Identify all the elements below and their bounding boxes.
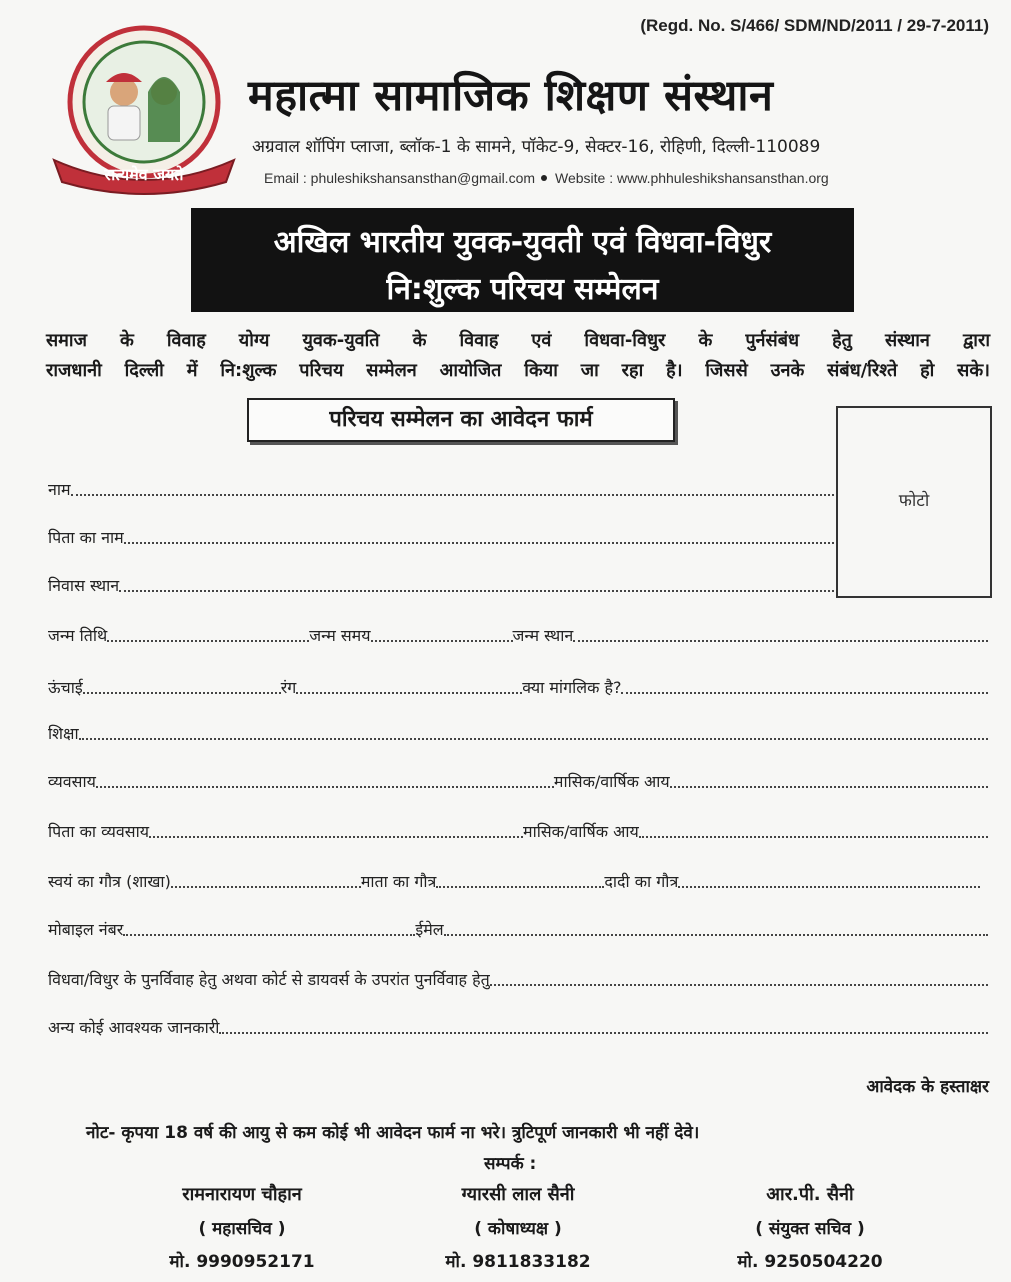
contact-role: ( कोषाध्यक्ष )	[474, 1219, 562, 1239]
form-title: परिचय सम्मेलन का आवेदन फार्म	[247, 398, 675, 442]
field-other-info	[48, 1012, 988, 1038]
field-label: अन्य कोई आवश्यक जानकारी	[48, 1018, 220, 1037]
fill-line[interactable]	[79, 737, 988, 740]
fill-line[interactable]	[639, 835, 988, 838]
field-physical	[48, 672, 988, 698]
field-birth-details	[48, 620, 988, 646]
field-occupation	[48, 766, 988, 792]
field-label: व्यवसाय	[48, 772, 96, 791]
contact-name: आर.पी. सैनी	[766, 1184, 854, 1205]
fill-line[interactable]	[444, 933, 988, 936]
field-remarriage	[48, 964, 988, 990]
field-contact	[48, 914, 988, 940]
contact-role: ( संयुक्त सचिव )	[755, 1219, 865, 1239]
field-label: मोबाइल नंबर	[48, 920, 124, 939]
field-label: पिता का व्यवसाय	[48, 822, 149, 841]
fill-line[interactable]	[490, 983, 988, 986]
field-gotra	[48, 866, 980, 892]
bullet-icon	[541, 175, 547, 181]
contact-line	[264, 170, 829, 186]
intro-paragraph	[46, 326, 990, 386]
event-banner	[191, 208, 854, 312]
field-father-occupation	[48, 816, 988, 842]
contact-mobile: मो. 9811833182	[445, 1252, 591, 1272]
fill-line[interactable]	[83, 691, 281, 694]
contact-role: ( महासचिव )	[198, 1219, 286, 1239]
field-name	[48, 474, 834, 500]
fill-line[interactable]	[436, 885, 604, 888]
organization-address: अग्रवाल शॉपिंग प्लाजा, ब्लॉक-1 के सामने, पॉकेट-9, सेक्टर-16, रोहिणी, दिल्ली-110089	[252, 137, 821, 157]
field-label: ऊंचाई	[48, 678, 83, 697]
fill-line[interactable]	[71, 493, 834, 496]
intro-line-1: समाज के विवाह योग्य युवक-युवति के विवाह एवं विधवा-विधुर के पुर्नसंबंध हेतु संस्थान द्वारा	[46, 330, 990, 351]
contact-mobile: मो. 9990952171	[169, 1252, 315, 1272]
registration-number: (Regd. No. S/466/ SDM/ND/2011 / 29-7-2011)	[640, 16, 989, 35]
field-label: जन्म समय	[309, 626, 371, 645]
field-label: रंग	[280, 678, 297, 697]
contact-joint-secretary	[700, 1182, 920, 1282]
field-label: क्या मांगलिक है?	[522, 678, 622, 697]
organization-logo	[46, 20, 242, 196]
field-label: मासिक/वार्षिक आय	[553, 772, 670, 791]
fill-line[interactable]	[670, 785, 988, 788]
field-label: नाम	[48, 480, 71, 499]
fill-line[interactable]	[296, 691, 522, 694]
fill-line[interactable]	[573, 639, 988, 642]
contact-heading: सम्पर्क :	[484, 1154, 537, 1174]
email-text: Email : phuleshikshansansthan@gmail.com	[264, 170, 536, 186]
contact-name: ग्यारसी लाल सैनी	[461, 1184, 575, 1205]
fill-line[interactable]	[678, 885, 980, 888]
field-label: मासिक/वार्षिक आय	[523, 822, 639, 841]
field-label: पिता का नाम	[48, 528, 124, 547]
fill-line[interactable]	[171, 885, 361, 888]
banner-line-1: अखिल भारतीय युवक-युवती एवं विधवा-विधुर	[273, 225, 772, 260]
photo-box	[836, 406, 992, 598]
banner-line-2: नि:शुल्क परिचय सम्मेलन	[386, 272, 659, 307]
field-label: दादी का गौत्र	[604, 872, 679, 891]
field-label: स्वयं का गौत्र (शाखा)	[48, 872, 171, 891]
logo-motto: सत्यमेव जयते	[104, 165, 184, 184]
field-label: शिक्षा	[48, 724, 79, 743]
fill-line[interactable]	[107, 639, 309, 642]
field-label: विधवा/विधुर के पुनर्विवाह हेतु अथवा कोर्ट से डायवर्स के उपरांत पुनर्विवाह हेतु	[48, 970, 490, 989]
contact-treasurer	[408, 1182, 628, 1282]
fill-line[interactable]	[371, 639, 513, 642]
organization-name: महात्मा सामाजिक शिक्षण संस्थान	[248, 71, 774, 121]
field-education	[48, 718, 988, 744]
fill-line[interactable]	[219, 1031, 988, 1034]
fill-line[interactable]	[123, 933, 415, 936]
website-text: Website : www.phhuleshikshansansthan.org	[555, 170, 829, 186]
field-label: ईमेल	[415, 920, 444, 939]
field-residence	[48, 570, 834, 596]
contact-name: रामनारायण चौहान	[182, 1184, 302, 1205]
intro-line-2: राजधानी दिल्ली में नि:शुल्क परिचय सम्मेलन आयोजित किया जा रहा है। जिससे उनके संबंध/रिश्ते हो सके।	[46, 360, 990, 381]
fill-line[interactable]	[149, 835, 523, 838]
fill-line[interactable]	[124, 541, 834, 544]
fill-line[interactable]	[119, 589, 834, 592]
field-label: जन्म तिथि	[48, 626, 108, 645]
fill-line[interactable]	[96, 785, 554, 788]
field-label: माता का गौत्र	[360, 872, 437, 891]
contact-general-secretary	[142, 1182, 342, 1282]
applicant-signature-label: आवेदक के हस्ताक्षर	[866, 1077, 989, 1097]
age-note: नोट- कृपया 18 वर्ष की आयु से कम कोई भी आवेदन फार्म ना भरे। त्रुटिपूर्ण जानकारी भी नहीं देवे।	[86, 1123, 700, 1143]
field-label: जन्म स्थान	[512, 626, 574, 645]
field-label: निवास स्थान	[48, 576, 120, 595]
field-father-name	[48, 522, 834, 548]
contact-mobile: मो. 9250504220	[737, 1252, 883, 1272]
photo-label: फोटो	[898, 491, 930, 511]
fill-line[interactable]	[621, 691, 988, 694]
